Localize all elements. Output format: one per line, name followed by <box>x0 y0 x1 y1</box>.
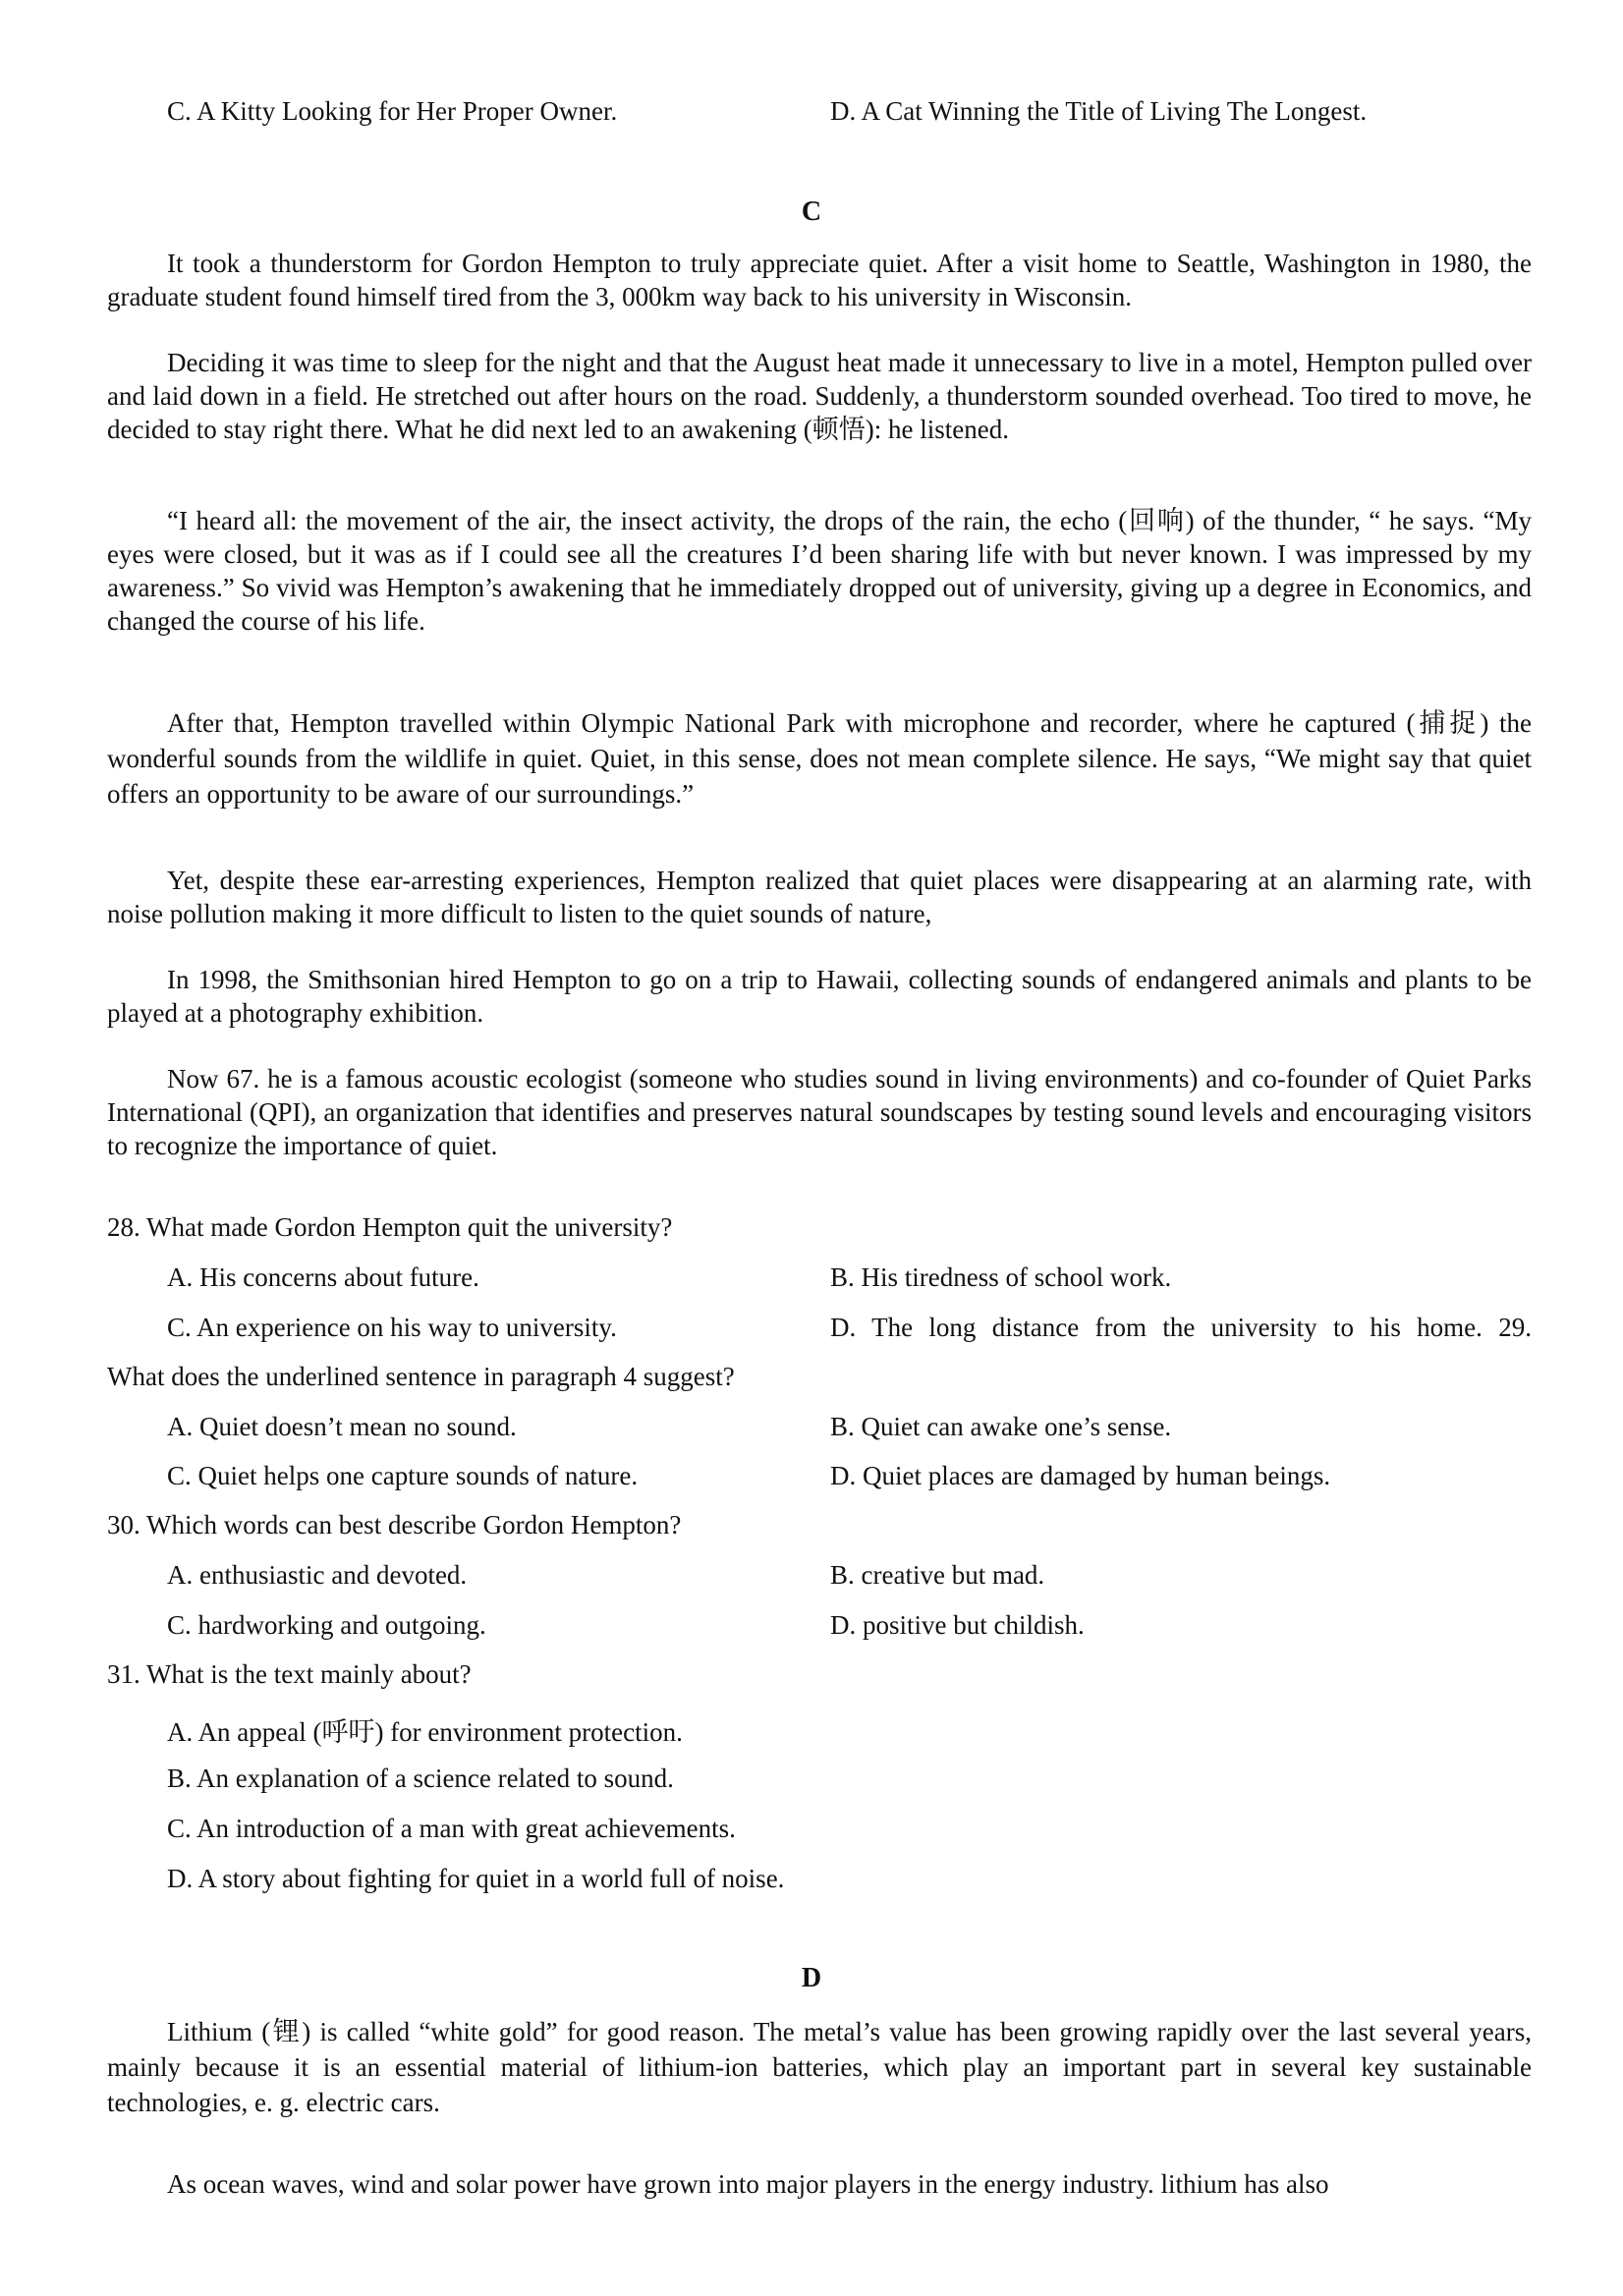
option-c: C. A Kitty Looking for Her Proper Owner. <box>167 96 618 126</box>
question-31-stem: 31. What is the text mainly about? <box>107 1659 472 1689</box>
paragraph-1: It took a thunderstorm for Gordon Hempton to truly appreciate quiet. After a visit home to Seattle, Washington in 1980, the graduate student found himself tired from the 3, 000km way back to his university in Wisconsin. <box>107 249 1532 311</box>
question-30-option-c: C. hardworking and outgoing. <box>167 1610 486 1640</box>
question-28-option-d: D. The long distance from the university to his home. 29. <box>830 1313 1532 1342</box>
question-30-option-b-row <box>0 1560 1623 1599</box>
question-30-option-d: D. positive but childish. <box>830 1610 1085 1640</box>
prev-question-options-row <box>0 96 1623 136</box>
question-29-option-d-row <box>0 1461 1623 1500</box>
paragraph-7: Now 67. he is a famous acoustic ecologist (someone who studies sound in living environments) and co-founder of Quiet Parks International (QPI), an organization that identifies and preserves natural soundscapes by testing sound levels and encouraging visitors to recognize the importance of quiet. <box>107 1064 1532 1160</box>
section-heading-d: D <box>801 1963 822 1993</box>
paragraph-5: Yet, despite these ear-arresting experiences, Hempton realized that quiet places were disappearing at an alarming rate, with noise pollution making it more difficult to listen to the quiet sounds of nature, <box>107 866 1532 928</box>
paragraph-6: In 1998, the Smithsonian hired Hempton to go on a trip to Hawaii, collecting sounds of endangered animals and plants to be played at a photography exhibition. <box>107 965 1532 1028</box>
paragraph-4: After that, Hempton travelled within Olympic National Park with microphone and recorder, where he captured (捕捉) the wonderful sounds from the wildlife in quiet. Quiet, in this sense, does not mean complete silence. He says, “We might say that quiet offers an opportunity to be aware of our surroundings.” <box>107 708 1532 809</box>
question-29-option-b: B. Quiet can awake one’s sense. <box>830 1412 1172 1441</box>
question-29-option-c: C. Quiet helps one capture sounds of nature. <box>167 1461 639 1490</box>
question-29-stem: What does the underlined sentence in paragraph 4 suggest? <box>107 1362 735 1391</box>
question-28-option-b: B. His tiredness of school work. <box>830 1262 1172 1292</box>
question-31-option-d: D. A story about fighting for quiet in a world full of noise. <box>167 1864 785 1893</box>
option-d: D. A Cat Winning the Title of Living The Longest. <box>830 96 1368 126</box>
paragraph-d-2: As ocean waves, wind and solar power have grown into major players in the energy industry. lithium has also <box>167 2169 1329 2199</box>
question-31-option-c: C. An introduction of a man with great achievements. <box>167 1814 736 1843</box>
question-31-option-b: B. An explanation of a science related to sound. <box>167 1764 674 1793</box>
question-28-option-c: C. An experience on his way to university. <box>167 1313 617 1342</box>
question-30-option-b: B. creative but mad. <box>830 1560 1045 1590</box>
question-29-option-a: A. Quiet doesn’t mean no sound. <box>167 1412 517 1441</box>
paragraph-d-1: Lithium (锂) is called “white gold” for good reason. The metal’s value has been growing rapidly over the last several years, mainly because it is an essential material of lithium-ion batteries, which play an important part in several key sustainable technologies, e. g. electric cars. <box>107 2017 1532 2117</box>
question-30-stem: 30. Which words can best describe Gordon Hempton? <box>107 1510 682 1540</box>
question-31-option-a: A. An appeal (呼吁) for environment protection. <box>167 1717 683 1747</box>
question-29-option-b-row <box>0 1412 1623 1451</box>
question-28-option-a: A. His concerns about future. <box>167 1262 479 1292</box>
question-28-option-b-row <box>0 1262 1623 1302</box>
question-30-option-d-row <box>0 1610 1623 1650</box>
paragraph-3: “I heard all: the movement of the air, the insect activity, the drops of the rain, the echo (回响) of the thunder, “ he says. “My eyes were closed, but it was as if I could see all the creatures I’d been sharing life with but never known. I was impressed by my awareness.” So vivid was Hempton’s awakening that he immediately dropped out of university, giving up a degree in Economics, and changed the course of his life. <box>107 506 1532 636</box>
question-29-option-d: D. Quiet places are damaged by human beings. <box>830 1461 1331 1490</box>
question-30-option-a: A. enthusiastic and devoted. <box>167 1560 468 1590</box>
paragraph-2: Deciding it was time to sleep for the night and that the August heat made it unnecessary to live in a motel, Hempton pulled over and laid down in a field. He stretched out after hours on the road. Suddenly, a thunderstorm sounded overhead. Too tired to move, he decided to stay right there. What he did next led to an awakening (顿悟): he listened. <box>107 348 1532 444</box>
question-28-stem: 28. What made Gordon Hempton quit the university? <box>107 1212 673 1242</box>
section-heading-c: C <box>801 196 822 227</box>
